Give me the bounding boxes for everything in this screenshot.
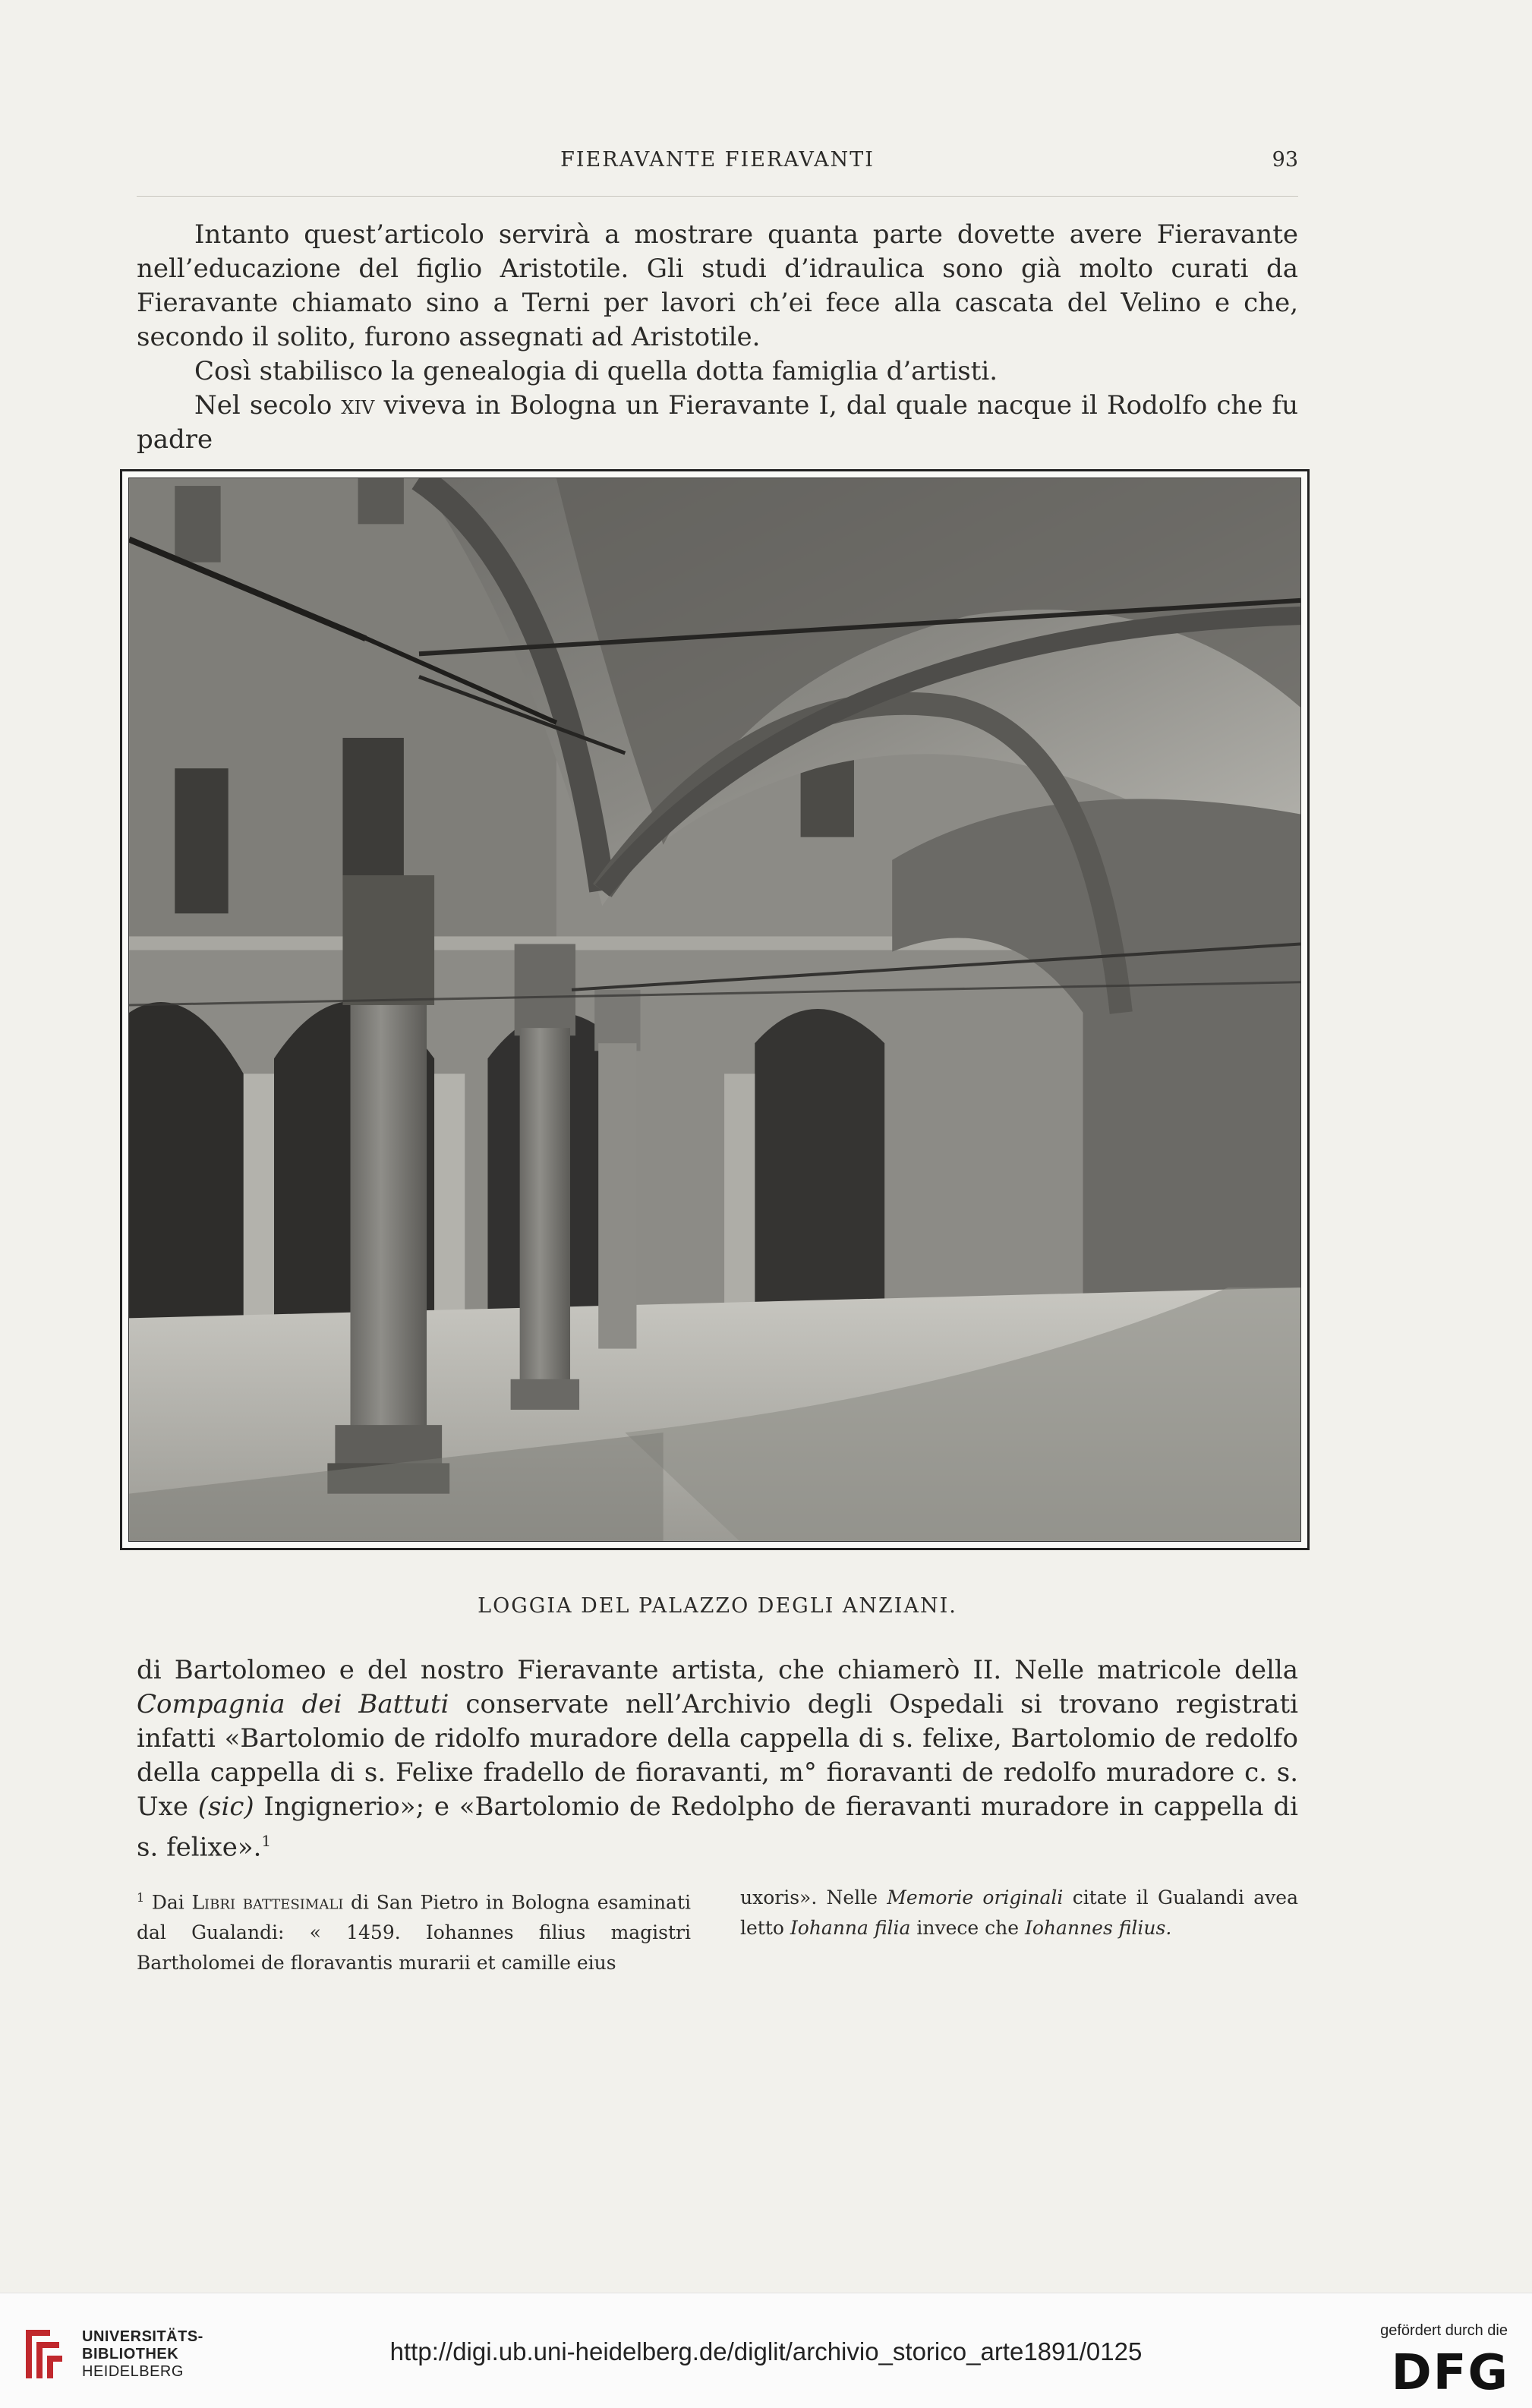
dfg-logo: DFG xyxy=(1391,2345,1509,2401)
library-name-line-2: BIBLIOTHEK xyxy=(82,2346,179,2362)
source-url[interactable]: http://digi.ub.uni-heidelberg.de/diglit/archivio_storico_arte1891/0125 xyxy=(389,2337,1143,2365)
footnote-text-b: di San Pietro in Bologna esaminati dal Gualandi: « 1459. Iohannes filius magistri Bartholomei de floravantis murarii et camille eius xyxy=(137,1891,691,1975)
header-rule xyxy=(137,196,1298,197)
paragraph-4-text-1: di Bartolomeo e del nostro Fieravante artista, che chiamerò II. Nelle matricole della xyxy=(137,1655,1298,1685)
figure-caption: LOGGIA DEL PALAZZO DEGLI ANZIANI. xyxy=(478,1594,957,1618)
library-name-line-3: HEIDELBERG xyxy=(82,2363,184,2380)
paragraph-1: Intanto quest’articolo servirà a mostrare quanta parte dovette avere Fieravante nell’educazione del figlio Aristotile. Gli studi d’idraulica sono già molto curati da Fieravante chiamato sino a Terni per lavori ch’ei fece alla cascata del Velino e che, secondo il solito, furono assegnati ad Aristotile. xyxy=(137,219,1298,352)
footnote-italic-1: Memorie originali xyxy=(887,1886,1064,1908)
paragraph-4-text-3: Ingignerio»; e «Bartolomio de Redolpho de fieravanti muradore in cappella di s. felixe». xyxy=(137,1792,1298,1863)
funding-caption: gefördert durch die xyxy=(1380,2322,1508,2339)
running-title: FIERAVANTE FIERAVANTI xyxy=(560,148,875,172)
paragraph-3-text-b: viveva in Bologna un Fieravante I, dal quale nacque il Rodolfo che fu padre xyxy=(137,390,1298,455)
photo-image xyxy=(128,478,1301,1542)
body-text-top xyxy=(137,218,1298,457)
paragraph-4-italic-1: Compagnia dei Battuti xyxy=(137,1689,449,1719)
footnote-mark: 1 xyxy=(137,1890,145,1905)
footnote-text-a: Dai xyxy=(144,1891,192,1914)
digitization-footer xyxy=(0,2293,1532,2408)
body-text-bottom xyxy=(137,1653,1298,1864)
running-header xyxy=(137,148,1298,178)
footnote-column-left xyxy=(137,1883,691,1978)
paragraph-4 xyxy=(137,1653,1298,1864)
footnote-italic-3: Iohannes filius. xyxy=(1025,1917,1172,1939)
footnote-italic-2: Iohanna filia xyxy=(790,1917,911,1939)
paragraph-3-text-a: Nel secolo xyxy=(194,390,342,421)
paragraph-4-text-2: conservate nell’Archivio degli Ospedali si trovano registrati infatti «Bartolomio de ridolfo muradore della cappella di s. felixe, Bartolomio de redolfo della cappella di s. Felixe fradello de fioravanti, m° fioravanti de redolfo muradore c. s. Uxe xyxy=(137,1689,1298,1822)
footnote-text-c: uxoris». Nelle xyxy=(740,1886,887,1908)
footnote-small-caps: Libri battesimali xyxy=(191,1891,344,1914)
footnote-text-e: invece che xyxy=(910,1917,1026,1939)
footnote-text-d: citate il Gualandi avea letto xyxy=(740,1886,1298,1939)
paragraph-4-italic-2: (sic) xyxy=(197,1792,254,1822)
paragraph-3-roman-numeral: xiv xyxy=(341,390,375,421)
loggia-photograph xyxy=(120,469,1310,1550)
photo-frame xyxy=(120,469,1310,1550)
footnote-column-right xyxy=(740,1883,1298,1943)
paragraph-2: Così stabilisco la genealogia di quella dotta famiglia d’artisti. xyxy=(194,356,998,386)
page-number: 93 xyxy=(1272,148,1298,172)
loggia-illustration xyxy=(129,478,1300,1541)
footnote-reference: 1 xyxy=(261,1832,272,1850)
paragraph-3 xyxy=(137,389,1298,457)
library-name-line-1: UNIVERSITÄTS- xyxy=(82,2328,203,2345)
